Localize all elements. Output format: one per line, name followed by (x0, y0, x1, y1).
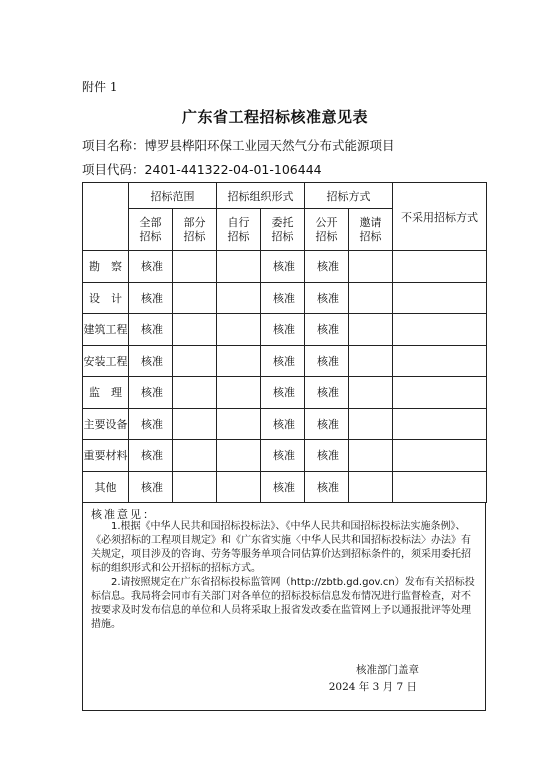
sub-header (349, 209, 393, 251)
sub-header-line: 招标 (139, 229, 162, 243)
table-cell (349, 282, 393, 314)
sub-header-line: 招标 (359, 229, 382, 243)
table-cell (393, 408, 487, 440)
table-cell (173, 440, 217, 472)
table-cell: 核准 (129, 282, 173, 314)
table-cell: 核准 (305, 282, 349, 314)
table-cell: 核准 (305, 408, 349, 440)
table-cell: 核准 (129, 251, 173, 283)
sub-header-line: 全部 (139, 215, 162, 229)
table-row (83, 471, 487, 503)
sub-header (129, 209, 173, 251)
approval-date: 2024 年 3 月 7 日 (328, 681, 417, 693)
table-cell: 核准 (305, 345, 349, 377)
table-cell (393, 440, 487, 472)
table-row (83, 345, 487, 377)
table-cell (173, 282, 217, 314)
row-label: 主要设备 (83, 408, 129, 440)
table-cell (393, 314, 487, 346)
sub-header (305, 209, 349, 251)
opinion-title: 核准意见： (91, 508, 156, 521)
sub-header-line: 委托 (271, 215, 294, 229)
sub-header-line: 招标 (227, 229, 250, 243)
table-row (83, 251, 487, 283)
table-cell (217, 345, 261, 377)
table-cell: 核准 (261, 251, 305, 283)
table-cell (393, 345, 487, 377)
attachment-label: 附件 1 (82, 80, 118, 94)
project-code: 项目代码：2401-441322-04-01-106444 (82, 162, 322, 177)
table-cell (217, 377, 261, 409)
sub-header (261, 209, 305, 251)
table-cell: 核准 (261, 408, 305, 440)
table-cell: 核准 (305, 440, 349, 472)
table-cell (393, 282, 487, 314)
table-cell (217, 408, 261, 440)
table-cell (173, 345, 217, 377)
opinion-box (82, 502, 486, 711)
row-label: 监 理 (83, 377, 129, 409)
table-cell: 核准 (129, 377, 173, 409)
table-row (83, 408, 487, 440)
table-cell (349, 471, 393, 503)
row-label: 安装工程 (83, 345, 129, 377)
table-row (83, 377, 487, 409)
table-cell (217, 471, 261, 503)
table-cell: 核准 (261, 471, 305, 503)
table-cell: 核准 (261, 345, 305, 377)
sub-header-line: 部分 (183, 215, 206, 229)
table-cell (173, 314, 217, 346)
table-cell: 核准 (129, 440, 173, 472)
corner-cell (83, 183, 129, 251)
sub-header-line: 招标 (315, 229, 338, 243)
header-no-tender: 不采用招标方式 (393, 183, 487, 251)
table-cell: 核准 (261, 440, 305, 472)
approval-table (82, 182, 487, 503)
table-cell: 核准 (305, 314, 349, 346)
opinion-paragraph-1: 1.根据《中华人民共和国招标投标法》、《中华人民共和国招标投标法实施条例》、《必须招标的工程项目规定》和《广东省实施〈中华人民共和国招标投标法〉办法》有关规定，项目涉及的咨询、劳务等服务单项合同估算价达到招标条件的，须采用委托招标的组织形式和公开招标的招标方式。 (91, 521, 471, 574)
opinion-paragraph-2: 2.请按照规定在广东省招标投标监管网（http://zbtb.gd.gov.cn）发布有关招标投标信息。我局将会同市有关部门对各单位的招标投标信息发布情况进行监督检查，对不按要求及时发布信息的单位和人员将采取上报省发改委在监管网上予以通报批评等处理措施。 (91, 577, 475, 630)
table-cell: 核准 (129, 408, 173, 440)
table-cell: 核准 (261, 314, 305, 346)
header-organization: 招标组织形式 (217, 183, 305, 209)
table-cell (393, 471, 487, 503)
row-label: 其他 (83, 471, 129, 503)
table-row (83, 314, 487, 346)
approval-stamp-label: 核准部门盖章 (356, 664, 419, 676)
table-cell (349, 251, 393, 283)
table-cell (217, 251, 261, 283)
header-scope: 招标范围 (129, 183, 217, 209)
table-cell: 核准 (129, 471, 173, 503)
table-cell (393, 377, 487, 409)
table-cell: 核准 (261, 282, 305, 314)
sub-header-line: 自行 (227, 215, 250, 229)
sub-header-line: 招标 (271, 229, 294, 243)
row-label: 重要材料 (83, 440, 129, 472)
table-row (83, 440, 487, 472)
sub-header-line: 邀请 (359, 215, 382, 229)
header-method: 招标方式 (305, 183, 393, 209)
table-cell: 核准 (305, 377, 349, 409)
page-title: 广东省工程招标核准意见表 (181, 108, 368, 126)
table-cell (173, 251, 217, 283)
table-cell (349, 345, 393, 377)
project-name: 项目名称：博罗县桦阳环保工业园天然气分布式能源项目 (82, 138, 395, 153)
sub-header (173, 209, 217, 251)
sub-header-line: 公开 (315, 215, 338, 229)
sub-header-line: 招标 (183, 229, 206, 243)
table-cell (173, 377, 217, 409)
table-cell (173, 408, 217, 440)
table-cell (173, 471, 217, 503)
table-cell (349, 377, 393, 409)
table-cell (217, 440, 261, 472)
row-label: 勘 察 (83, 251, 129, 283)
table-cell (349, 314, 393, 346)
sub-header (217, 209, 261, 251)
table-cell: 核准 (129, 345, 173, 377)
table-cell: 核准 (305, 471, 349, 503)
table-cell (217, 314, 261, 346)
table-cell: 核准 (129, 314, 173, 346)
table-cell: 核准 (305, 251, 349, 283)
table-row (83, 282, 487, 314)
table-cell (349, 440, 393, 472)
table-cell (393, 251, 487, 283)
row-label: 建筑工程 (83, 314, 129, 346)
row-label: 设 计 (83, 282, 129, 314)
table-cell: 核准 (261, 377, 305, 409)
table-cell (349, 408, 393, 440)
table-cell (217, 282, 261, 314)
